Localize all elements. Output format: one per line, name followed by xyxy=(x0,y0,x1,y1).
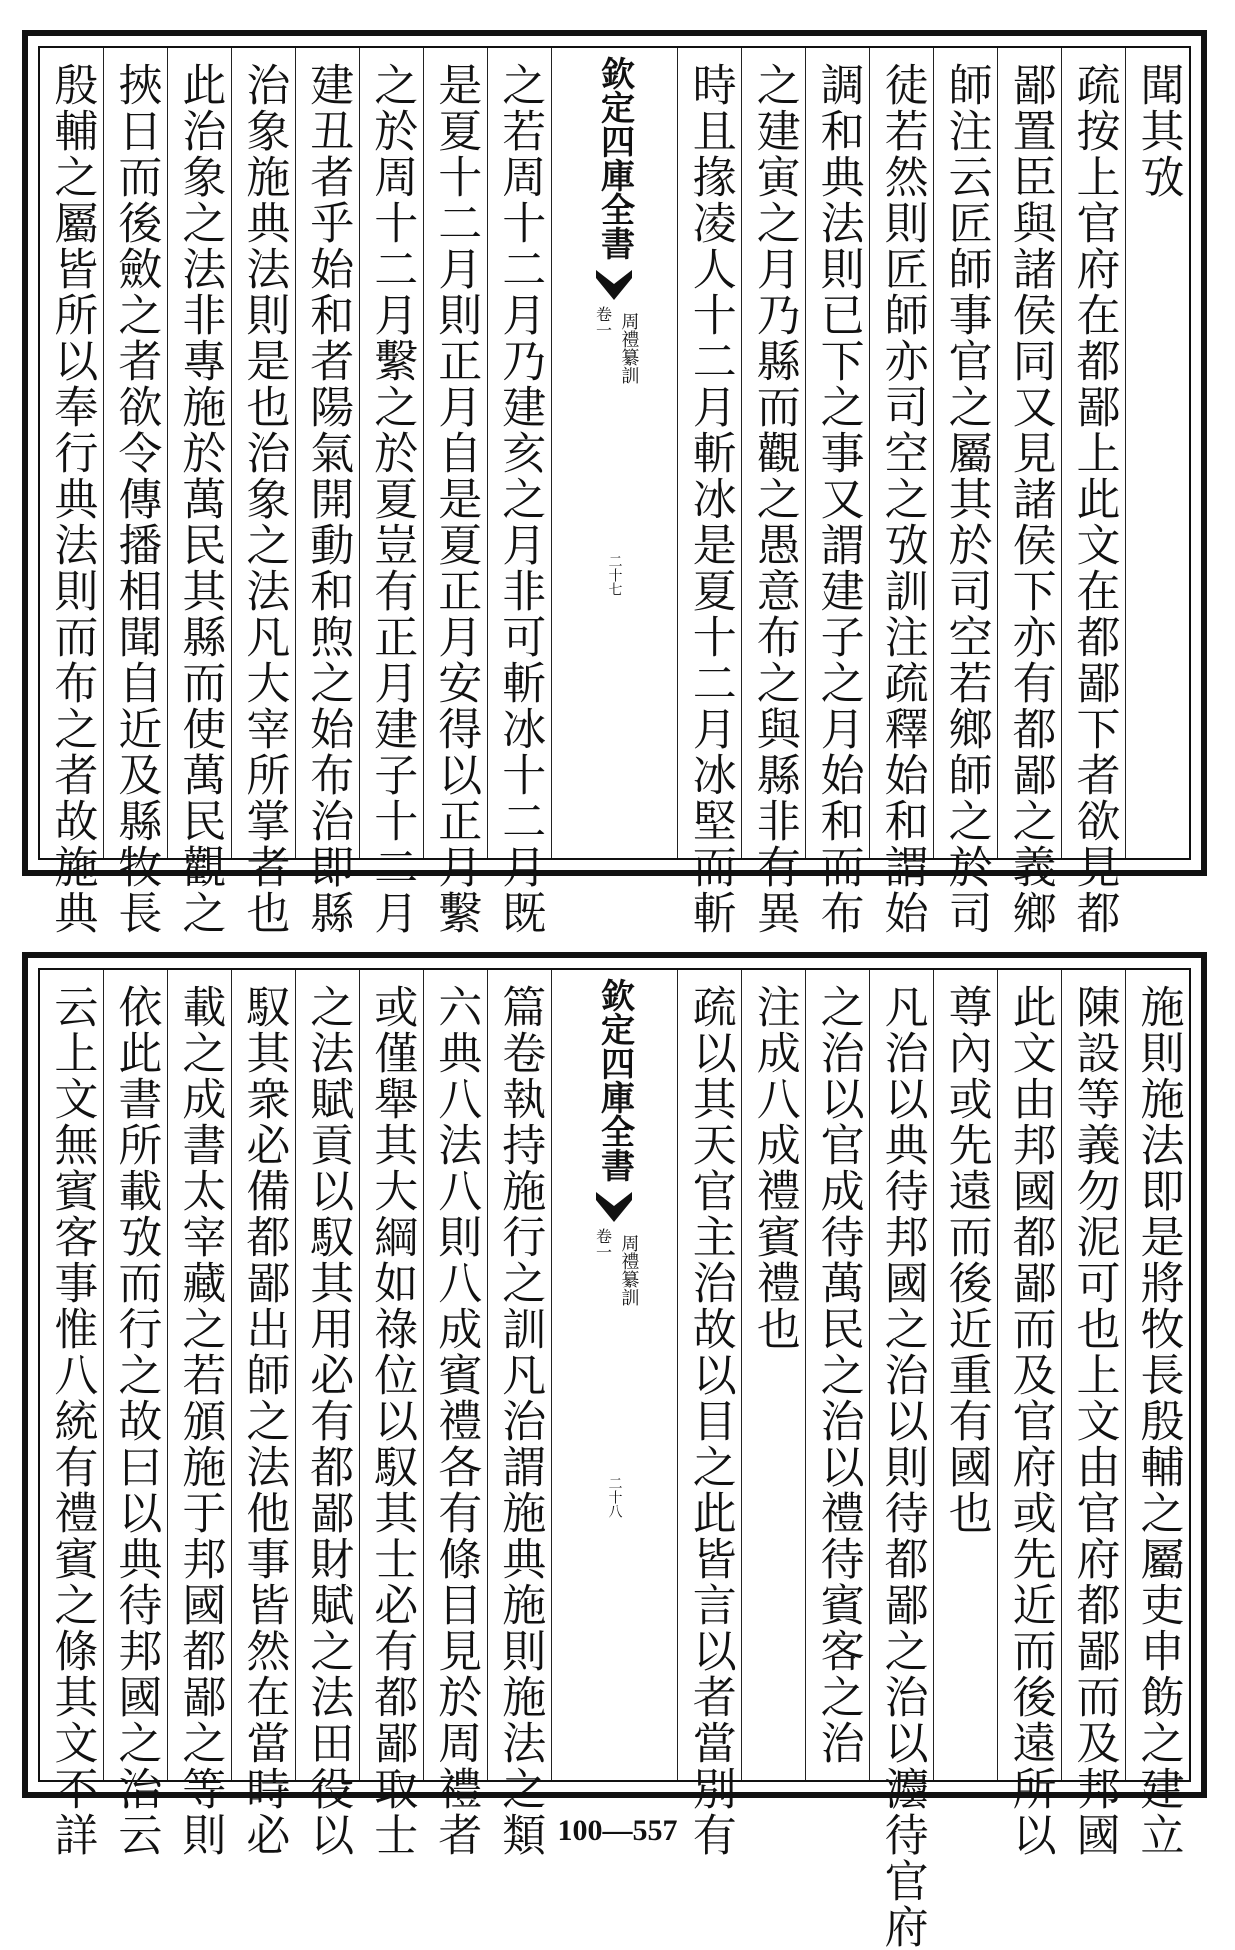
book-title: 周禮纂訓 xyxy=(618,312,640,384)
text-column: 之於周十二月繫之於夏豈有正月建子十二月 xyxy=(359,48,423,858)
text-column: 篇卷執持施行之訓凡治謂施典施則施法之類 xyxy=(487,970,551,1780)
text-column: 殷輔之屬皆所以奉行典法則而布之者故施典 xyxy=(46,62,98,936)
text-column: 載之成書太宰藏之若頒施于邦國都鄙之等則 xyxy=(167,970,231,1780)
text-column: 是夏十二月則正月自是夏正月安得以正月繫 xyxy=(423,48,487,858)
book-title: 周禮纂訓 xyxy=(618,1234,640,1306)
text-column: 之治以官成待萬民之治以禮待賓客之治 xyxy=(805,970,869,1780)
text-column: 治象施典法則是也治象之法凡大宰所掌者也 xyxy=(231,48,295,858)
text-column: 聞其攷 xyxy=(1125,48,1189,858)
folio-number: 二十七 xyxy=(606,554,623,596)
text-column: 此治象之法非專施於萬民其縣而使萬民觀之 xyxy=(167,48,231,858)
volume-label: 卷一 xyxy=(593,306,613,338)
center-margin xyxy=(551,970,678,1780)
text-column: 師注云匠師事官之屬其於司空若鄉師之於司 xyxy=(933,48,997,858)
text-column: 之建寅之月乃縣而觀之愚意布之與縣非有異 xyxy=(741,48,805,858)
text-column: 尊內或先遠而後近重有國也 xyxy=(933,970,997,1780)
text-column: 疏以其天官主治故以目之此皆言以者當別有 xyxy=(677,970,741,1780)
text-column: 陳設等義勿泥可也上文由官府都鄙而及邦國 xyxy=(1061,970,1125,1780)
text-column: 六典八法八則八成賓禮各有條目見於周禮者 xyxy=(423,970,487,1780)
text-column: 依此書所載攷而行之故曰以典待邦國之治云 xyxy=(103,970,167,1780)
text-column: 之法賦貢以馭其用必有都鄙財賦之法田役以 xyxy=(295,970,359,1780)
text-column: 之若周十二月乃建亥之月非可斬冰十二月既 xyxy=(487,48,551,858)
text-column: 此文由邦國都鄙而及官府或先近而後遠所以 xyxy=(997,970,1061,1780)
folio-number: 二十八 xyxy=(606,1476,623,1518)
fish-tail-icon xyxy=(594,268,634,302)
text-column: 調和典法則已下之事又謂建子之月始和而布 xyxy=(805,48,869,858)
fish-tail-icon xyxy=(594,1190,634,1224)
text-column: 挾日而後斂之者欲令傳播相聞自近及縣牧長 xyxy=(103,48,167,858)
text-column: 建丑者乎始和者陽氣開動和煦之始布治即縣 xyxy=(295,48,359,858)
text-column: 施則施法即是將牧長殷輔之屬吏申飭之建立 xyxy=(1125,970,1189,1780)
top-page-frame xyxy=(22,30,1207,936)
text-column: 鄙置臣與諸侯同又見諸侯下亦有都鄙之義鄉 xyxy=(997,48,1061,858)
top-page-columns xyxy=(38,46,1191,936)
text-column: 馭其衆必備都鄙出師之法他事皆然在當時必 xyxy=(231,970,295,1780)
text-column: 徒若然則匠師亦司空之攷訓注疏釋始和謂始 xyxy=(869,48,933,858)
text-column: 注成八成禮賓禮也 xyxy=(741,970,805,1780)
collection-title: 欽定四庫全書 xyxy=(594,978,635,1182)
text-column: 或僅舉其大綱如祿位以馭其士必有都鄙取士 xyxy=(359,970,423,1780)
collection-title: 欽定四庫全書 xyxy=(594,56,635,260)
text-column: 云上文無賓客事惟八統有禮賓之條其文不詳 xyxy=(46,984,98,1858)
volume-label: 卷一 xyxy=(593,1228,613,1260)
text-column: 時且掾凌人十二月斬冰是夏十二月冰堅而斬 xyxy=(677,48,741,858)
text-column: 凡治以典待邦國之治以則待都鄙之治以灋待官府 xyxy=(869,970,933,1780)
center-margin xyxy=(551,48,678,858)
page-number: 100—557 xyxy=(557,1814,678,1847)
text-column: 疏按上官府在都鄙上此文在都鄙下者欲見都 xyxy=(1061,48,1125,858)
